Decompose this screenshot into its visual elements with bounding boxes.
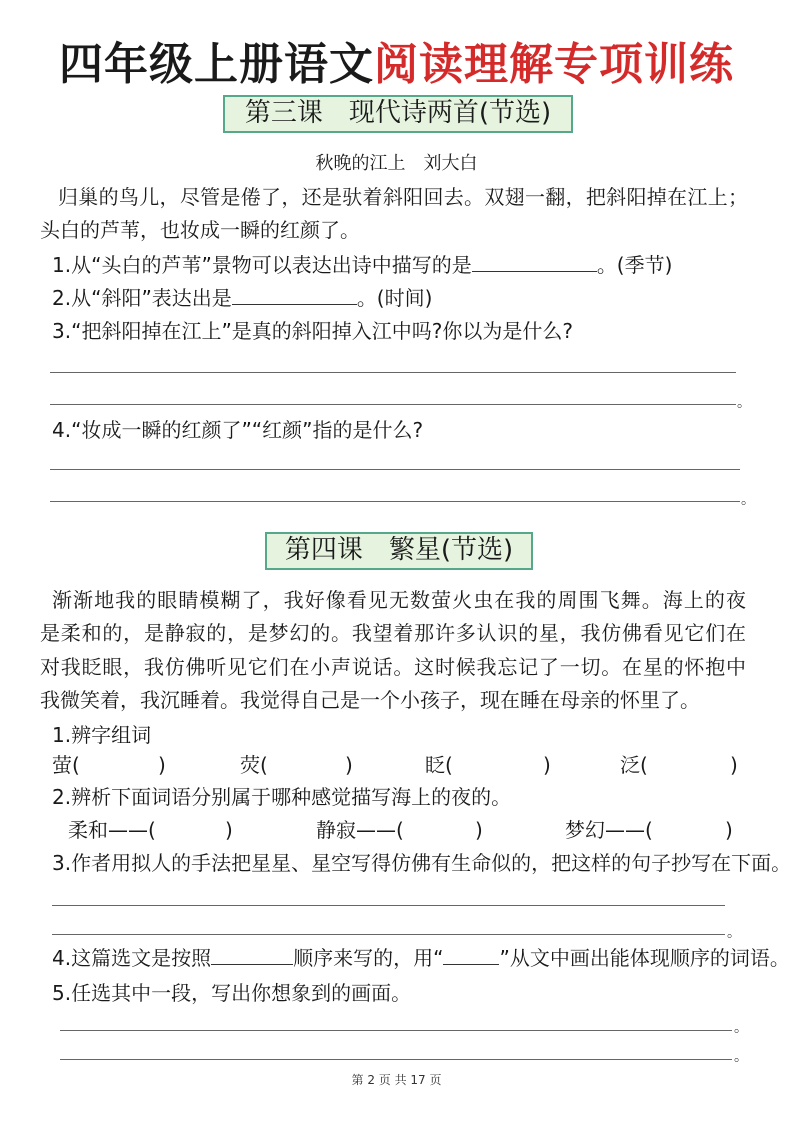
answer-blank[interactable] — [443, 946, 499, 965]
passage-line: 对我眨眼，我仿佛听见它们在小声说话。这时候我忘记了一切。在星的怀抱中 — [40, 655, 746, 679]
question-2: 2.辨析下面词语分别属于哪种感觉描写海上的夜的。 — [52, 785, 512, 809]
answer-line[interactable] — [50, 469, 740, 470]
period: 。 — [734, 1020, 748, 1036]
question-5: 5.任选其中一段，写出你想象到的画面。 — [52, 981, 412, 1005]
period: 。 — [734, 1049, 748, 1065]
close-paren: ) — [158, 753, 166, 777]
question-1: 1.从“头白的芦苇”景物可以表达出诗中描写的是 。(季节) — [52, 253, 673, 277]
question-2: 2.从“斜阳”表达出是 。(时间) — [52, 286, 433, 310]
answer-line[interactable] — [60, 1030, 732, 1031]
passage-line: 渐渐地我的眼睛模糊了，我好像看见无数萤火虫在我的周围飞舞。海上的夜 — [52, 588, 746, 612]
answer-line[interactable] — [50, 501, 740, 502]
answer-blank[interactable] — [211, 946, 293, 965]
close-paren: ) — [543, 753, 551, 777]
page-footer: 第 2 页 共 17 页 — [351, 1073, 442, 1087]
answer-line[interactable] — [52, 905, 725, 906]
poem-title: 秋晚的江上 刘大白 — [315, 153, 478, 174]
title-black: 四年级上册语文 — [59, 39, 374, 90]
period: 。 — [737, 395, 751, 411]
word-item: 萤( — [52, 753, 80, 777]
answer-blank[interactable] — [232, 286, 357, 305]
close-paren: ) — [225, 818, 233, 842]
passage-line: 归巢的鸟儿，尽管是倦了，还是驮着斜阳回去。双翅一翻，把斜阳掉在江上； — [58, 185, 748, 209]
title-red: 阅读理解专项训练 — [374, 39, 734, 90]
period: 。 — [727, 925, 741, 941]
question-3: 3.作者用拟人的手法把星星、星空写得仿佛有生命似的，把这样的句子抄写在下面。 — [52, 851, 792, 875]
answer-line[interactable] — [60, 1059, 732, 1060]
passage-line: 是柔和的，是静寂的，是梦幻的。我望着那许多认识的星，我仿佛看见它们在 — [40, 621, 746, 645]
word-item: 荧( — [240, 753, 268, 777]
close-paren: ) — [345, 753, 353, 777]
word-item: 眨( — [425, 753, 453, 777]
word-item: 梦幻——( — [565, 818, 653, 842]
answer-blank[interactable] — [472, 253, 597, 272]
passage-line: 头白的芦苇，也妆成一瞬的红颜了。 — [40, 218, 360, 242]
close-paren: ) — [475, 818, 483, 842]
question-4: 4.这篇选文是按照 顺序来写的，用“ ”从文中画出能体现顺序的词语。 — [52, 946, 790, 970]
period: 。 — [741, 492, 755, 508]
word-item: 静寂——( — [316, 818, 404, 842]
close-paren: ) — [730, 753, 738, 777]
answer-line[interactable] — [50, 372, 736, 373]
answer-line[interactable] — [50, 404, 736, 405]
answer-line[interactable] — [52, 934, 725, 935]
lesson3-heading: 第三课 现代诗两首(节选) — [223, 95, 573, 133]
question-4: 4.“妆成一瞬的红颜了”“红颜”指的是什么? — [52, 418, 424, 442]
question-1: 1.辨字组词 — [52, 723, 152, 747]
question-3: 3.“把斜阳掉在江上”是真的斜阳掉入江中吗?你以为是什么? — [52, 319, 574, 343]
word-item: 柔和——( — [68, 818, 156, 842]
close-paren: ) — [725, 818, 733, 842]
passage-line: 我微笑着，我沉睡着。我觉得自己是一个小孩子，现在睡在母亲的怀里了。 — [40, 688, 700, 712]
lesson4-heading: 第四课 繁星(节选) — [265, 532, 533, 570]
page-title — [0, 28, 793, 92]
word-item: 泛( — [620, 753, 648, 777]
